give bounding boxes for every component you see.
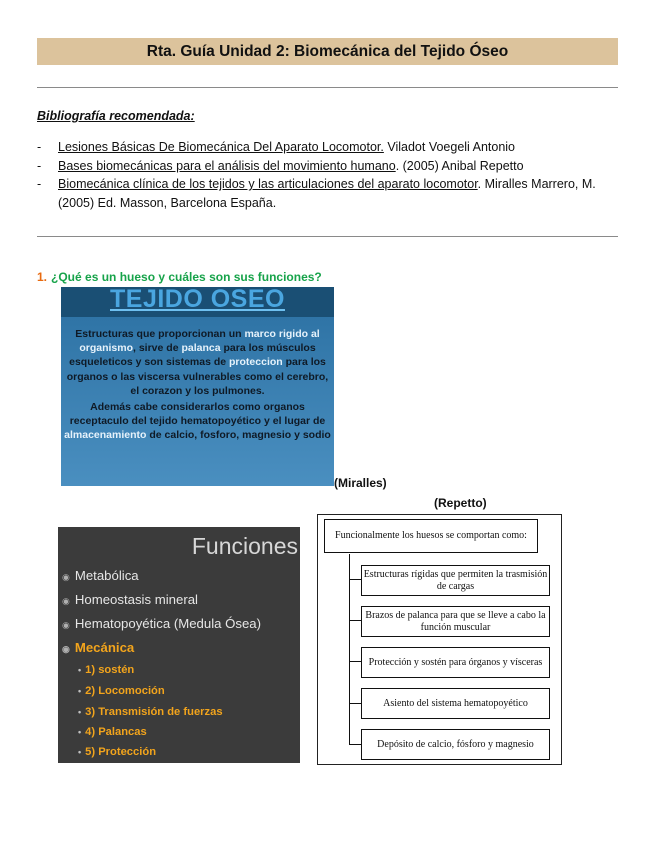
list-item-label: Mecánica xyxy=(74,640,135,655)
diagram-box: Depósito de calcio, fósforo y magnesio xyxy=(361,729,550,760)
slide-text: Estructuras que proporcionan un xyxy=(75,328,245,340)
slide-text: Además cabe considerarlos como organos receptaculo del tejido hematopoyético y el lugar de xyxy=(69,401,326,428)
diagram-connector xyxy=(349,554,350,745)
document-title-text: Rta. Guía Unidad 2: Biomecánica del Tejido Óseo xyxy=(146,42,509,60)
bullet-icon: • xyxy=(78,747,82,757)
sub-item xyxy=(78,726,147,738)
caption-miralles: (Miralles) xyxy=(334,476,387,490)
slide-text: de calcio, fosforo, magnesio y sodio xyxy=(146,429,331,442)
slide-text: para los músculos esqueleticos y son sistemas de xyxy=(69,342,316,369)
list-item xyxy=(62,640,134,655)
list-item-label: Hematopoyética (Medula Ósea) xyxy=(74,616,262,631)
list-dash: - xyxy=(37,177,42,191)
bullet-icon: ◉ xyxy=(62,644,70,654)
bibliography-heading: Bibliografía recomendada: xyxy=(37,109,195,123)
slide-title: Funciones xyxy=(191,533,298,559)
diagram-connector xyxy=(349,579,361,580)
sub-item xyxy=(78,746,156,758)
list-item-label: Homeostasis mineral xyxy=(74,592,198,607)
sub-item-label: 1) sostén xyxy=(85,664,135,676)
diagram-connector xyxy=(349,620,361,621)
bullet-icon: • xyxy=(78,727,82,737)
bullet-icon: ◉ xyxy=(62,620,70,630)
bullet-icon: • xyxy=(78,665,82,675)
slide-text: , sirve de xyxy=(133,342,182,355)
slide-body xyxy=(63,327,332,443)
diagram-box: Brazos de palanca para que se lleve a cabo la función muscular xyxy=(361,606,550,637)
divider-bottom xyxy=(37,236,618,237)
diagram-connector xyxy=(349,744,361,745)
list-item xyxy=(62,592,198,607)
caption-repetto: (Repetto) xyxy=(434,496,487,510)
list-item xyxy=(62,616,261,631)
bibliography-title: Bases biomecánicas para el análisis del movimiento humano xyxy=(58,158,396,173)
bullet-icon: • xyxy=(78,707,82,717)
list-item xyxy=(62,568,139,583)
slide-highlight: marco rigido al organismo xyxy=(79,328,320,355)
bibliography-item xyxy=(37,157,597,176)
slide-highlight: almacenamiento xyxy=(64,429,147,442)
slide-highlight: palanca xyxy=(181,342,221,355)
list-item-label: Metabólica xyxy=(74,568,139,583)
slide-title: TEJIDO OSEO xyxy=(110,287,285,313)
bullet-icon: ◉ xyxy=(62,572,70,582)
diagram-box: Estructuras rígidas que permiten la trasmisión de cargas xyxy=(361,565,550,596)
question-1 xyxy=(37,270,322,284)
bibliography-author: Viladot Voegeli Antonio xyxy=(383,140,516,154)
functions-diagram xyxy=(317,514,562,765)
bibliography-author: . (2005) Anibal Repetto xyxy=(395,158,524,173)
bibliography-title: Lesiones Básicas De Biomecánica Del Aparato Locomotor. xyxy=(58,140,384,154)
list-dash: - xyxy=(37,140,42,154)
slide-text: para los organos o las viscersa vulnerables como el cerebro, el corazon y los pulmones. xyxy=(66,356,329,397)
bullet-icon: ◉ xyxy=(62,596,70,606)
diagram-box: Asiento del sistema hematopoyético xyxy=(361,688,550,719)
document-title xyxy=(37,38,618,65)
divider-top xyxy=(37,87,618,88)
sub-item-label: 5) Protección xyxy=(85,746,157,758)
sub-item xyxy=(78,706,223,718)
sub-item-label: 2) Locomoción xyxy=(85,685,165,697)
bibliography-item xyxy=(37,138,597,157)
bibliography-title: Biomecánica clínica de los tejidos y las articulaciones del aparato locomotor xyxy=(58,177,478,191)
list-dash: - xyxy=(37,158,42,173)
bibliography-author: . Miralles Marrero, M. (2005) Ed. Masson, Barcelona España. xyxy=(58,177,596,210)
bullet-icon: • xyxy=(78,686,82,696)
diagram-connector xyxy=(349,703,361,704)
slide-funciones xyxy=(58,527,300,763)
slide-highlight: proteccion xyxy=(229,356,283,369)
sub-item xyxy=(78,685,165,697)
question-number: 1. xyxy=(37,270,48,284)
diagram-root-box: Funcionalmente los huesos se comportan como: xyxy=(324,519,538,553)
diagram-connector xyxy=(349,661,361,662)
question-text: ¿Qué es un hueso y cuáles son sus funciones? xyxy=(51,270,322,284)
sub-item-label: 3) Transmisión de fuerzas xyxy=(85,706,223,718)
sub-item xyxy=(78,664,134,676)
bibliography-item xyxy=(37,175,597,212)
slide-tejido-oseo xyxy=(61,287,334,486)
diagram-box: Protección y sostén para órganos y vísceras xyxy=(361,647,550,678)
sub-item-label: 4) Palancas xyxy=(85,726,147,738)
bibliography-list xyxy=(37,138,597,212)
